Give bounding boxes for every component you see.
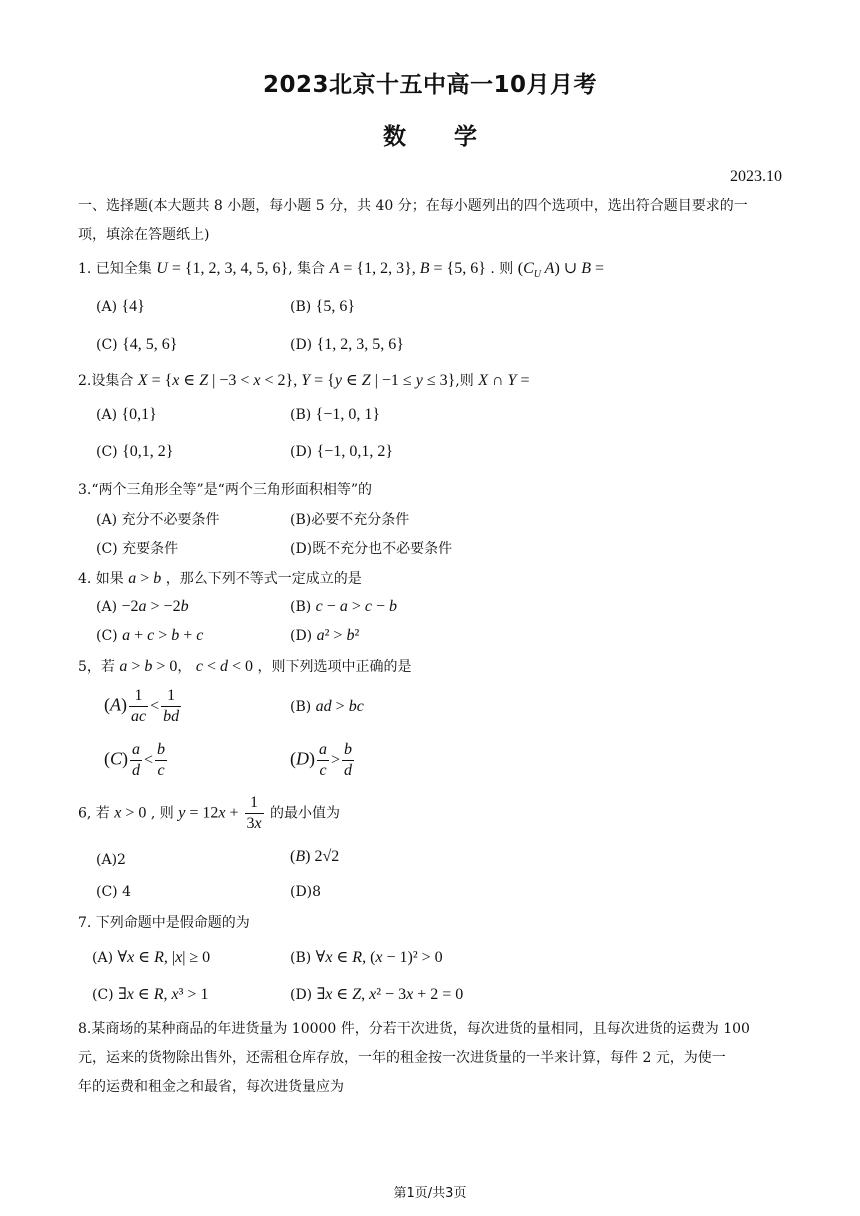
question-1-stem: 1. 已知全集 U = {1, 2, 3, 4, 5, 6}, 集合 A = {1, 2, 3}, B = {5, 6} . 则 ($C_U$ A) ∪ B = (78, 260, 604, 281)
subject-title: 数 学 (382, 124, 478, 150)
question-6-option-a: (A)2 (96, 852, 126, 868)
question-1-option-c: (C) {4, 5, 6} (96, 336, 178, 353)
question-5-stem: 5，若 a > b > 0， c < d < 0 ，则下列选项中正确的是 (78, 658, 412, 675)
question-7-option-a: (A) ∀x ∈ R, |x| ≥ 0 (92, 949, 211, 966)
question-3-option-d: (D)既不充分也不必要条件 (290, 541, 453, 557)
question-1-option-a: (A) {4} (96, 298, 145, 315)
question-7-stem: 7. 下列命题中是假命题的为 (78, 915, 250, 931)
question-2-option-d: (D) {−1, 0,1, 2} (290, 443, 393, 460)
question-2-option-c: (C) {0,1, 2} (96, 443, 174, 460)
question-5-option-c: (C) $\frac{a}{d}$ < $\frac{b}{c}$ (104, 741, 166, 779)
question-4-stem: 4. 如果 a > b ，那么下列不等式一定成立的是 (78, 570, 362, 587)
question-7-option-d: (D) ∃x ∈ Z, x² − 3x + 2 = 0 (290, 986, 464, 1003)
question-4-option-c: (C) a + c > b + c (96, 627, 204, 644)
question-8-line-3: 年的运费和租金之和最省，每次进货量应为 (78, 1079, 344, 1095)
question-7-option-b: (B) ∀x ∈ R, (x − 1)² > 0 (290, 949, 443, 966)
page-number: 第1页/共3页 (393, 1186, 467, 1201)
question-6-option-b: (B) 2√2 (290, 848, 340, 865)
question-4-option-d: (D) a² > b² (290, 627, 360, 644)
question-3-option-c: (C) 充要条件 (96, 541, 179, 557)
question-8-stem (78, 1015, 784, 1102)
question-4-option-a: (A) −2a > −2b (96, 598, 189, 615)
question-8-line-2: 元，运来的货物除出售外，还需租仓库存放，一年的租金按一次进货量的一半来计算，每件 2 元，为使一 (78, 1050, 726, 1066)
section-line-1: 一、选择题(本大题共 8 小题，每小题 5 分，共 40 分；在每小题列出的四个选项中，选出符合题目要求的一 (78, 198, 748, 214)
question-5-option-d: (D) $\frac{a}{c}$ > $\frac{b}{d}$ (290, 741, 353, 779)
question-4-option-b: (B) c − a > c − b (290, 598, 397, 615)
question-1-option-b: (B) {5, 6} (290, 298, 356, 315)
question-2-option-a: (A) {0,1} (96, 406, 157, 423)
exam-date: 2023.10 (730, 168, 782, 185)
question-5-option-a: (A) $\frac{1}{ac}$ < $\frac{1}{bd}$ (104, 687, 180, 725)
question-3-stem: 3.“两个三角形全等”是“两个三角形面积相等”的 (78, 482, 372, 498)
question-8-line-1: 8.某商场的某种商品的年进货量为 10000 件，分若干次进货，每次进货的量相同，且每次进货的运费为 100 (78, 1021, 750, 1037)
question-7-option-c: (C) ∃x ∈ R, x³ > 1 (92, 986, 209, 1003)
question-3-option-b: (B)必要不充分条件 (290, 512, 410, 528)
question-6-option-d: (D)8 (290, 884, 322, 900)
question-1-option-d: (D) {1, 2, 3, 5, 6} (290, 336, 404, 353)
exam-title: 2023北京十五中高一10月月考 (262, 72, 598, 98)
question-3-option-a: (A) 充分不必要条件 (96, 512, 220, 528)
question-5-option-b: (B) ad > bc (290, 698, 364, 715)
question-2-option-b: (B) {−1, 0, 1} (290, 406, 381, 423)
question-2-stem: 2.设集合 X = {x ∈ Z | −3 < x < 2}, Y = {y ∈ Z | −1 ≤ y ≤ 3},则 X ∩ Y = (78, 372, 530, 389)
question-6-option-c: (C) 4 (96, 884, 131, 900)
question-6-stem: 6, 若 x > 0 , 则 y = 12x + $\frac{1}{3x}$ 的最小值为 (78, 794, 341, 832)
section-line-2: 项，填涂在答题纸上) (78, 227, 210, 243)
section-instructions (78, 192, 784, 250)
